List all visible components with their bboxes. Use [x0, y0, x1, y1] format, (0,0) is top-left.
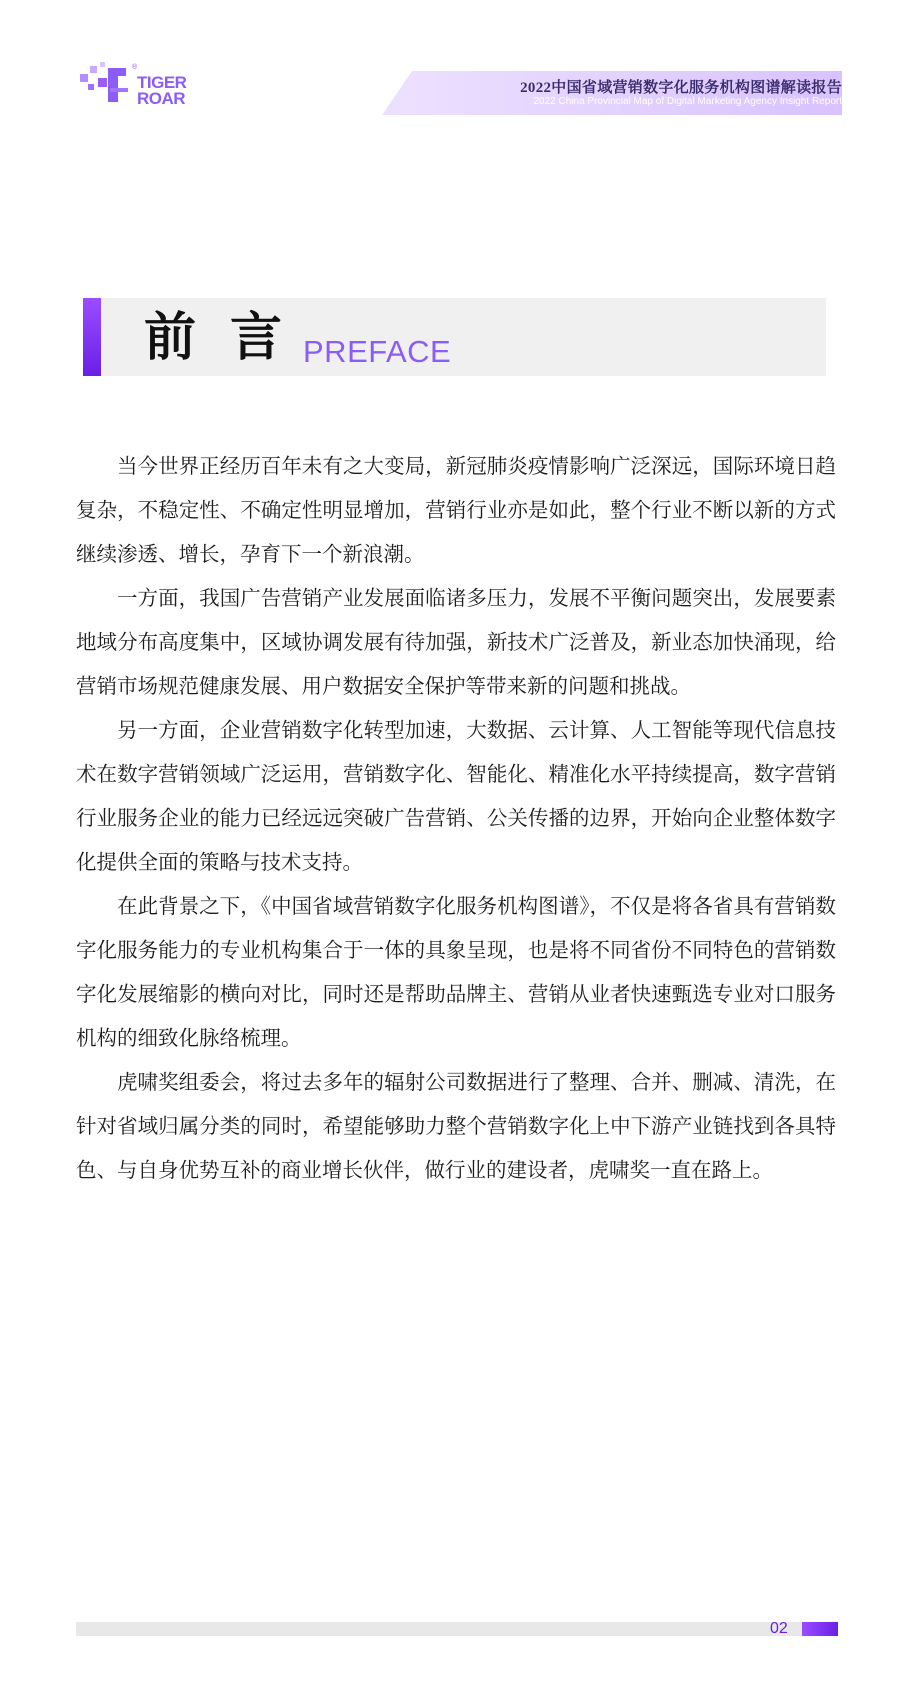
section-accent-bar [83, 298, 101, 376]
section-title-english: PREFACE [303, 334, 452, 369]
preface-body [76, 444, 836, 1192]
section-title: 前言 [144, 307, 317, 368]
paragraph: 当今世界正经历百年未有之大变局，新冠肺炎疫情影响广泛深远，国际环境日趋复杂，不稳定性、不确定性明显增加，营销行业亦是如此，整个行业不断以新的方式继续渗透、增长，孕育下一个新浪潮。 [76, 454, 836, 566]
logo-wordmark [137, 75, 186, 107]
paragraph: 一方面，我国广告营销产业发展面临诸多压力，发展不平衡问题突出，发展要素地域分布高度集中，区域协调发展有待加强，新技术广泛普及，新业态加快涌现，给营销市场规范健康发展、用户数据安全保护等带来新的问题和挑战。 [76, 586, 836, 698]
logo-line-2: ROAR [137, 89, 186, 108]
paragraph: 虎啸奖组委会，将过去多年的辐射公司数据进行了整理、合并、删减、清洗，在针对省域归属分类的同时，希望能够助力整个营销数字化上中下游产业链找到各具特色、与自身优势互补的商业增长伙伴，做行业的建设者，虎啸奖一直在路上。 [76, 1070, 836, 1182]
footer-bar [76, 1622, 836, 1636]
report-title: 2022中国省域营销数字化服务机构图谱解读报告 [520, 80, 842, 96]
paragraph: 另一方面，企业营销数字化转型加速，大数据、云计算、人工智能等现代信息技术在数字营销领域广泛运用，营销数字化、智能化、精准化水平持续提高，数字营销行业服务企业的能力已经远远突破广告营销、公关传播的边界，开始向企业整体数字化提供全面的策略与技术支持。 [76, 718, 836, 874]
report-subtitle: 2022 China Provincial Map of Digital Marketing Agency Insight Report [533, 96, 842, 107]
registered-mark: ® [132, 64, 138, 71]
page-number: 02 [770, 1620, 788, 1637]
logo-line-1: TIGER [137, 73, 187, 92]
paragraph: 在此背景之下，《中国省域营销数字化服务机构图谱》，不仅是将各省具有营销数字化服务能力的专业机构集合于一体的具象呈现，也是将不同省份不同特色的营销数字化发展缩影的横向对比，同时还是帮助品牌主、营销从业者快速甄选专业对口服务机构的细致化脉络梳理。 [76, 894, 836, 1050]
footer-accent [802, 1622, 838, 1636]
